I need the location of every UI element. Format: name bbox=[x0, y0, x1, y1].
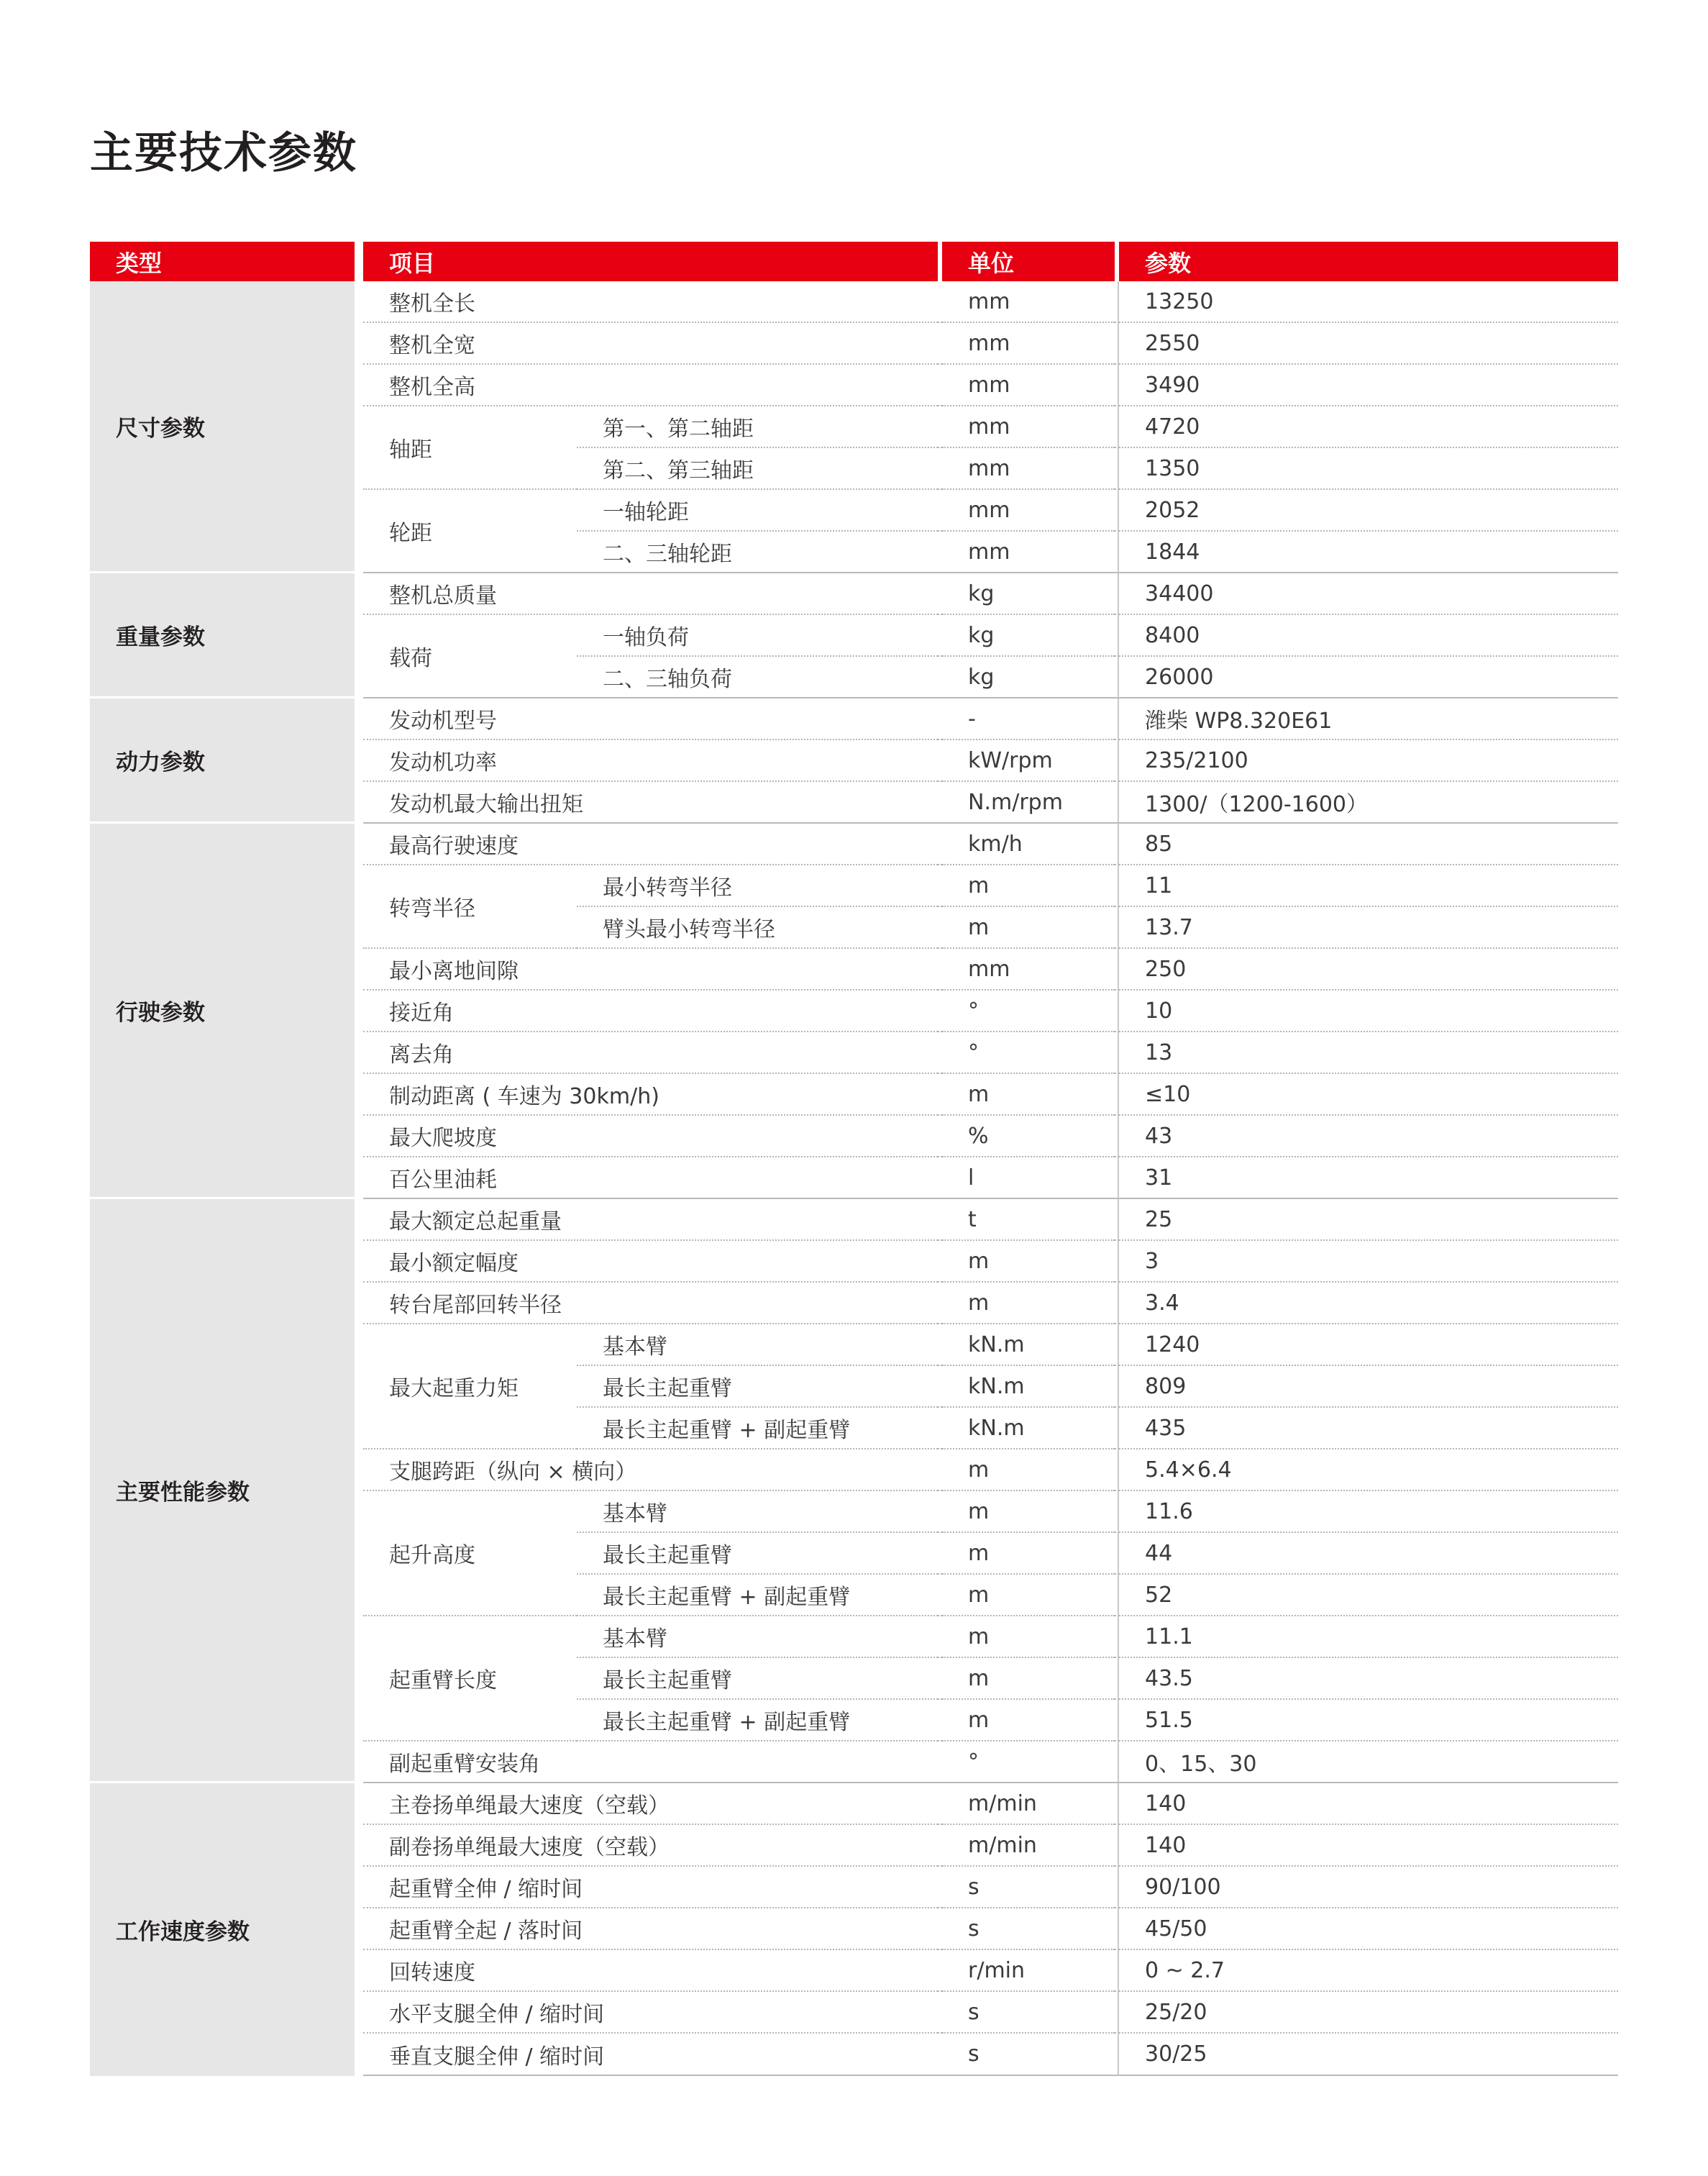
unit-value: m/min bbox=[942, 1783, 1115, 1825]
item-label: 最小额定幅度 bbox=[363, 1241, 938, 1283]
item-label: 最大起重力矩 bbox=[363, 1324, 577, 1449]
param-value: 34400 bbox=[1119, 573, 1618, 615]
category-label: 动力参数 bbox=[90, 698, 355, 824]
param-value: 11.6 bbox=[1119, 1491, 1618, 1533]
param-value: 13 bbox=[1119, 1032, 1618, 1074]
sub-item-label: 基本臂 bbox=[577, 1324, 938, 1366]
param-value: 31 bbox=[1119, 1157, 1618, 1199]
item-label: 载荷 bbox=[363, 615, 577, 698]
spec-table bbox=[90, 242, 1618, 2076]
unit-value: s bbox=[942, 1867, 1115, 1908]
param-value: 30/25 bbox=[1119, 2034, 1618, 2076]
header-unit: 单位 bbox=[942, 242, 1115, 281]
item-label: 副卷扬单绳最大速度（空载） bbox=[363, 1825, 938, 1867]
param-value: 5.4×6.4 bbox=[1119, 1449, 1618, 1491]
item-label: 起升高度 bbox=[363, 1491, 577, 1616]
param-value: 8400 bbox=[1119, 615, 1618, 657]
table-row bbox=[90, 1199, 1618, 1241]
param-value: 3 bbox=[1119, 1241, 1618, 1283]
param-value: 26000 bbox=[1119, 657, 1618, 698]
table-row bbox=[90, 824, 1618, 865]
table-row bbox=[90, 573, 1618, 615]
param-value: 2550 bbox=[1119, 323, 1618, 365]
item-label: 发动机型号 bbox=[363, 698, 938, 740]
item-label: 垂直支腿全伸 / 缩时间 bbox=[363, 2034, 938, 2076]
sub-item-label: 基本臂 bbox=[577, 1491, 938, 1533]
category-label: 工作速度参数 bbox=[90, 1783, 355, 2076]
unit-value: m bbox=[942, 1241, 1115, 1283]
unit-value: t bbox=[942, 1199, 1115, 1241]
item-label: 起重臂全伸 / 缩时间 bbox=[363, 1867, 938, 1908]
param-value: 10 bbox=[1119, 991, 1618, 1032]
item-label: 起重臂全起 / 落时间 bbox=[363, 1908, 938, 1950]
table-header bbox=[90, 242, 1618, 281]
table-row bbox=[90, 1783, 1618, 1825]
sub-item-label: 最长主起重臂 + 副起重臂 bbox=[577, 1575, 938, 1616]
unit-value: mm bbox=[942, 532, 1115, 573]
param-value: 11.1 bbox=[1119, 1616, 1618, 1658]
param-value: 0 ~ 2.7 bbox=[1119, 1950, 1618, 1992]
sub-item-label: 第二、第三轴距 bbox=[577, 448, 938, 490]
unit-value: - bbox=[942, 698, 1115, 740]
unit-value: kN.m bbox=[942, 1366, 1115, 1408]
param-value: 3.4 bbox=[1119, 1283, 1618, 1324]
unit-value: m bbox=[942, 1658, 1115, 1700]
unit-value: mm bbox=[942, 406, 1115, 448]
param-value: 25/20 bbox=[1119, 1992, 1618, 2034]
item-label: 整机全高 bbox=[363, 365, 938, 406]
sub-item-label: 基本臂 bbox=[577, 1616, 938, 1658]
item-label: 离去角 bbox=[363, 1032, 938, 1074]
param-value: 235/2100 bbox=[1119, 740, 1618, 782]
param-value: 44 bbox=[1119, 1533, 1618, 1575]
unit-value: N.m/rpm bbox=[942, 782, 1115, 824]
table-body bbox=[90, 281, 1618, 2076]
item-label: 整机全宽 bbox=[363, 323, 938, 365]
unit-value: mm bbox=[942, 448, 1115, 490]
param-value: 1300/（1200-1600） bbox=[1119, 782, 1618, 824]
category-label: 重量参数 bbox=[90, 573, 355, 698]
item-label: 最大爬坡度 bbox=[363, 1116, 938, 1157]
param-value: 250 bbox=[1119, 949, 1618, 991]
item-label: 轴距 bbox=[363, 406, 577, 490]
unit-value: mm bbox=[942, 323, 1115, 365]
param-value: 13.7 bbox=[1119, 907, 1618, 949]
unit-value: kW/rpm bbox=[942, 740, 1115, 782]
unit-value: ° bbox=[942, 1742, 1115, 1783]
unit-value: m bbox=[942, 1575, 1115, 1616]
sub-item-label: 最长主起重臂 bbox=[577, 1658, 938, 1700]
unit-value: kg bbox=[942, 573, 1115, 615]
param-value: 0、15、30 bbox=[1119, 1742, 1618, 1783]
unit-value: m bbox=[942, 1700, 1115, 1742]
unit-value: mm bbox=[942, 281, 1115, 323]
param-value: 3490 bbox=[1119, 365, 1618, 406]
unit-value: mm bbox=[942, 949, 1115, 991]
item-label: 水平支腿全伸 / 缩时间 bbox=[363, 1992, 938, 2034]
item-label: 发动机功率 bbox=[363, 740, 938, 782]
sub-item-label: 最长主起重臂 bbox=[577, 1366, 938, 1408]
sub-item-label: 最小转弯半径 bbox=[577, 865, 938, 907]
unit-value: m bbox=[942, 1616, 1115, 1658]
item-label: 最高行驶速度 bbox=[363, 824, 938, 865]
param-value: 90/100 bbox=[1119, 1867, 1618, 1908]
param-value: 140 bbox=[1119, 1783, 1618, 1825]
param-value: 43.5 bbox=[1119, 1658, 1618, 1700]
sub-item-label: 第一、第二轴距 bbox=[577, 406, 938, 448]
sub-item-label: 最长主起重臂 bbox=[577, 1533, 938, 1575]
unit-value: m bbox=[942, 907, 1115, 949]
table-row bbox=[90, 698, 1618, 740]
item-label: 转台尾部回转半径 bbox=[363, 1283, 938, 1324]
param-value: 1240 bbox=[1119, 1324, 1618, 1366]
unit-value: kg bbox=[942, 615, 1115, 657]
header-type: 类型 bbox=[90, 242, 355, 281]
page-title: 主要技术参数 bbox=[90, 128, 357, 178]
category-label: 尺寸参数 bbox=[90, 281, 355, 573]
header-param: 参数 bbox=[1119, 242, 1618, 281]
unit-value: r/min bbox=[942, 1950, 1115, 1992]
sub-item-label: 臂头最小转弯半径 bbox=[577, 907, 938, 949]
item-label: 最大额定总起重量 bbox=[363, 1199, 938, 1241]
category-label: 主要性能参数 bbox=[90, 1199, 355, 1783]
unit-value: kN.m bbox=[942, 1408, 1115, 1449]
unit-value: m bbox=[942, 1449, 1115, 1491]
header-item: 项目 bbox=[363, 242, 938, 281]
param-value: 435 bbox=[1119, 1408, 1618, 1449]
unit-value: ° bbox=[942, 991, 1115, 1032]
unit-value: km/h bbox=[942, 824, 1115, 865]
param-value: 13250 bbox=[1119, 281, 1618, 323]
item-label: 整机总质量 bbox=[363, 573, 938, 615]
unit-value: kg bbox=[942, 657, 1115, 698]
sub-item-label: 最长主起重臂 + 副起重臂 bbox=[577, 1408, 938, 1449]
param-value: 1844 bbox=[1119, 532, 1618, 573]
param-value: 52 bbox=[1119, 1575, 1618, 1616]
unit-value: s bbox=[942, 2034, 1115, 2076]
category-label: 行驶参数 bbox=[90, 824, 355, 1199]
unit-value: % bbox=[942, 1116, 1115, 1157]
table-row bbox=[90, 281, 1618, 323]
param-value: 51.5 bbox=[1119, 1700, 1618, 1742]
item-label: 起重臂长度 bbox=[363, 1616, 577, 1742]
item-label: 最小离地间隙 bbox=[363, 949, 938, 991]
unit-value: m bbox=[942, 1283, 1115, 1324]
sub-item-label: 一轴负荷 bbox=[577, 615, 938, 657]
unit-value: m/min bbox=[942, 1825, 1115, 1867]
sub-item-label: 一轴轮距 bbox=[577, 490, 938, 532]
unit-value: m bbox=[942, 1074, 1115, 1116]
unit-value: m bbox=[942, 1533, 1115, 1575]
item-label: 转弯半径 bbox=[363, 865, 577, 949]
item-label: 制动距离 ( 车速为 30km/h) bbox=[363, 1074, 938, 1116]
sub-item-label: 二、三轴轮距 bbox=[577, 532, 938, 573]
param-value: 2052 bbox=[1119, 490, 1618, 532]
item-label: 副起重臂安装角 bbox=[363, 1742, 938, 1783]
unit-value: ° bbox=[942, 1032, 1115, 1074]
unit-value: s bbox=[942, 1908, 1115, 1950]
sub-item-label: 二、三轴负荷 bbox=[577, 657, 938, 698]
item-label: 回转速度 bbox=[363, 1950, 938, 1992]
param-value: ≤10 bbox=[1119, 1074, 1618, 1116]
item-label: 接近角 bbox=[363, 991, 938, 1032]
sub-item-label: 最长主起重臂 + 副起重臂 bbox=[577, 1700, 938, 1742]
param-value: 140 bbox=[1119, 1825, 1618, 1867]
unit-value: mm bbox=[942, 490, 1115, 532]
param-value: 809 bbox=[1119, 1366, 1618, 1408]
item-label: 整机全长 bbox=[363, 281, 938, 323]
param-value: 潍柴 WP8.320E61 bbox=[1119, 698, 1618, 740]
unit-value: m bbox=[942, 1491, 1115, 1533]
unit-value: kN.m bbox=[942, 1324, 1115, 1366]
param-value: 45/50 bbox=[1119, 1908, 1618, 1950]
item-label: 主卷扬单绳最大速度（空载） bbox=[363, 1783, 938, 1825]
param-value: 43 bbox=[1119, 1116, 1618, 1157]
item-label: 支腿跨距（纵向 × 横向） bbox=[363, 1449, 938, 1491]
param-value: 1350 bbox=[1119, 448, 1618, 490]
item-label: 轮距 bbox=[363, 490, 577, 573]
param-value: 85 bbox=[1119, 824, 1618, 865]
item-label: 发动机最大输出扭矩 bbox=[363, 782, 938, 824]
unit-value: m bbox=[942, 865, 1115, 907]
param-value: 11 bbox=[1119, 865, 1618, 907]
param-value: 25 bbox=[1119, 1199, 1618, 1241]
item-label: 百公里油耗 bbox=[363, 1157, 938, 1199]
unit-value: l bbox=[942, 1157, 1115, 1199]
unit-value: mm bbox=[942, 365, 1115, 406]
param-value: 4720 bbox=[1119, 406, 1618, 448]
unit-value: s bbox=[942, 1992, 1115, 2034]
